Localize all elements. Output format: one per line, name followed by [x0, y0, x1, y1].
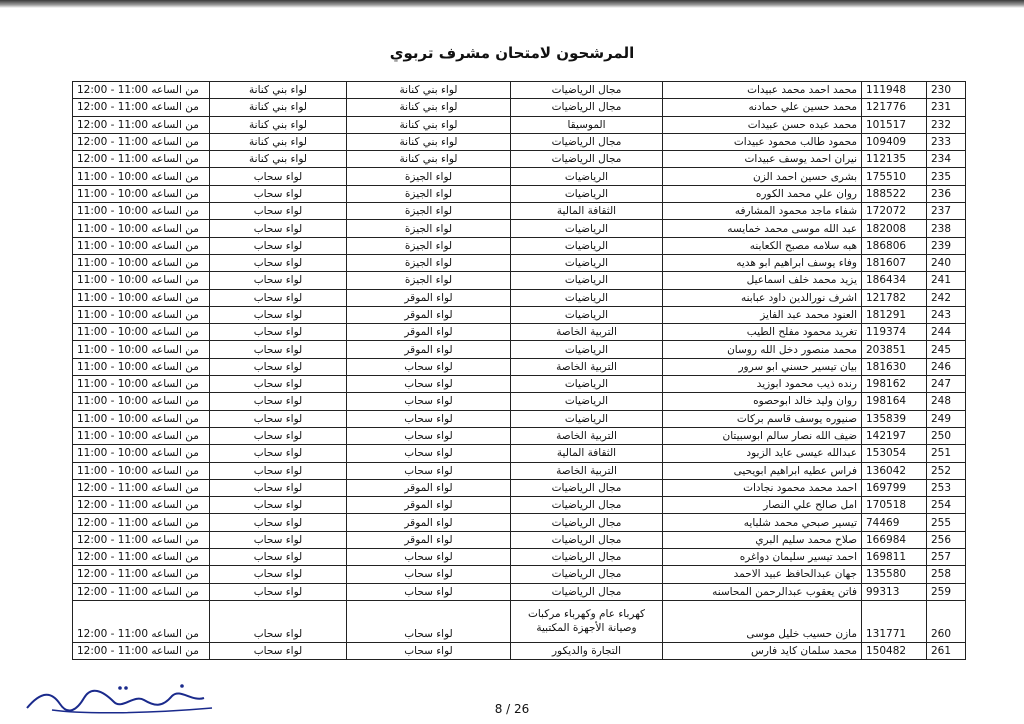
cell-exam-time: من الساعه 10:00 - 11:00 [73, 254, 210, 271]
cell-name: تغريد محمود مفلح الطيب [663, 324, 862, 341]
cell-specialization: الثقافة المالية [511, 203, 663, 220]
cell-specialization: التربية الخاصة [511, 427, 663, 444]
cell-exam-time: من الساعه 11:00 - 12:00 [73, 549, 210, 566]
cell-exam-time: من الساعه 11:00 - 12:00 [73, 600, 210, 642]
cell-directorate: لواء الجيزة [347, 185, 511, 202]
table-row [73, 324, 966, 341]
cell-specialization: مجال الرياضيات [511, 151, 663, 168]
cell-exam-center: لواء سحاب [210, 341, 347, 358]
cell-directorate: لواء سحاب [347, 445, 511, 462]
cell-name: محمد منصور دخل الله روسان [663, 341, 862, 358]
cell-specialization: التجارة والديكور [511, 642, 663, 659]
table-row [73, 185, 966, 202]
cell-exam-time: من الساعه 10:00 - 11:00 [73, 427, 210, 444]
cell-directorate: لواء الموقر [347, 341, 511, 358]
cell-candidate-id: 99313 [862, 583, 927, 600]
cell-specialization: الرياضيات [511, 306, 663, 323]
cell-exam-time: من الساعه 11:00 - 12:00 [73, 99, 210, 116]
cell-exam-center: لواء سحاب [210, 514, 347, 531]
cell-directorate: لواء سحاب [347, 583, 511, 600]
cell-specialization: الثقافة المالية [511, 445, 663, 462]
cell-candidate-id: 181291 [862, 306, 927, 323]
cell-specialization: مجال الرياضيات [511, 549, 663, 566]
cell-number: 230 [927, 82, 966, 99]
table-row [73, 445, 966, 462]
cell-number: 238 [927, 220, 966, 237]
table-row [73, 341, 966, 358]
cell-exam-time: من الساعه 10:00 - 11:00 [73, 376, 210, 393]
cell-candidate-id: 169811 [862, 549, 927, 566]
cell-number: 232 [927, 116, 966, 133]
cell-candidate-id: 135839 [862, 410, 927, 427]
cell-name: تيسير صبحي محمد شلبايه [663, 514, 862, 531]
cell-exam-center: لواء سحاب [210, 358, 347, 375]
table-row [73, 549, 966, 566]
cell-exam-center: لواء سحاب [210, 376, 347, 393]
cell-specialization: مجال الرياضيات [511, 82, 663, 99]
table-row [73, 427, 966, 444]
table-row [73, 254, 966, 271]
cell-number: 260 [927, 600, 966, 642]
cell-specialization: التربية الخاصة [511, 324, 663, 341]
cell-exam-center: لواء بني كنانة [210, 133, 347, 150]
cell-number: 244 [927, 324, 966, 341]
cell-name: صنيوره يوسف قاسم بركات [663, 410, 862, 427]
cell-number: 231 [927, 99, 966, 116]
table-row [73, 306, 966, 323]
cell-candidate-id: 182008 [862, 220, 927, 237]
table-row [73, 376, 966, 393]
cell-number: 236 [927, 185, 966, 202]
cell-directorate: لواء سحاب [347, 358, 511, 375]
cell-directorate: لواء بني كنانة [347, 99, 511, 116]
cell-name: هبه سلامه مصبح الكعابنه [663, 237, 862, 254]
cell-exam-center: لواء سحاب [210, 462, 347, 479]
cell-number: 249 [927, 410, 966, 427]
cell-candidate-id: 175510 [862, 168, 927, 185]
cell-exam-time: من الساعه 10:00 - 11:00 [73, 462, 210, 479]
cell-directorate: لواء الموقر [347, 479, 511, 496]
cell-specialization: الرياضيات [511, 410, 663, 427]
cell-number: 246 [927, 358, 966, 375]
cell-directorate: لواء الجيزة [347, 254, 511, 271]
cell-exam-center: لواء سحاب [210, 254, 347, 271]
cell-exam-center: لواء سحاب [210, 272, 347, 289]
table-row [73, 393, 966, 410]
cell-exam-time: من الساعه 11:00 - 12:00 [73, 514, 210, 531]
cell-exam-center: لواء بني كنانة [210, 99, 347, 116]
cell-exam-time: من الساعه 10:00 - 11:00 [73, 185, 210, 202]
cell-name: محمد احمد محمد عبيدات [663, 82, 862, 99]
cell-exam-center: لواء سحاب [210, 497, 347, 514]
cell-name: جهان عبدالحافظ عبيد الاحمد [663, 566, 862, 583]
cell-exam-time: من الساعه 11:00 - 12:00 [73, 116, 210, 133]
cell-exam-time: من الساعه 10:00 - 11:00 [73, 237, 210, 254]
cell-directorate: لواء الموقر [347, 306, 511, 323]
cell-exam-time: من الساعه 11:00 - 12:00 [73, 566, 210, 583]
cell-number: 237 [927, 203, 966, 220]
cell-directorate: لواء سحاب [347, 549, 511, 566]
cell-directorate: لواء الجيزة [347, 237, 511, 254]
cell-candidate-id: 136042 [862, 462, 927, 479]
cell-specialization: الرياضيات [511, 168, 663, 185]
cell-candidate-id: 186434 [862, 272, 927, 289]
cell-exam-time: من الساعه 10:00 - 11:00 [73, 289, 210, 306]
table-row [73, 220, 966, 237]
cell-directorate: لواء بني كنانة [347, 151, 511, 168]
cell-directorate: لواء سحاب [347, 376, 511, 393]
cell-name: ضيف الله نصار سالم ابوسبيتان [663, 427, 862, 444]
cell-name: محمد حسين علي حمادنه [663, 99, 862, 116]
cell-specialization: مجال الرياضيات [511, 514, 663, 531]
cell-exam-time: من الساعه 10:00 - 11:00 [73, 393, 210, 410]
cell-name: بشرى حسين احمد الزن [663, 168, 862, 185]
cell-candidate-id: 172072 [862, 203, 927, 220]
cell-directorate: لواء بني كنانة [347, 133, 511, 150]
cell-name: فراس عطيه ابراهيم ابويحيى [663, 462, 862, 479]
table-row [73, 82, 966, 99]
page-number: 8 / 26 [494, 702, 530, 716]
cell-candidate-id: 119374 [862, 324, 927, 341]
cell-number: 247 [927, 376, 966, 393]
cell-name: نيران احمد يوسف عبيدات [663, 151, 862, 168]
cell-candidate-id: 198164 [862, 393, 927, 410]
table-row [73, 203, 966, 220]
cell-exam-center: لواء بني كنانة [210, 151, 347, 168]
cell-candidate-id: 203851 [862, 341, 927, 358]
cell-number: 254 [927, 497, 966, 514]
cell-number: 248 [927, 393, 966, 410]
cell-specialization: مجال الرياضيات [511, 583, 663, 600]
table-row [73, 116, 966, 133]
cell-number: 251 [927, 445, 966, 462]
cell-specialization: الرياضيات [511, 185, 663, 202]
cell-exam-center: لواء سحاب [210, 642, 347, 659]
cell-directorate: لواء الموقر [347, 514, 511, 531]
cell-candidate-id: 170518 [862, 497, 927, 514]
cell-directorate: لواء الموقر [347, 497, 511, 514]
cell-exam-center: لواء سحاب [210, 531, 347, 548]
cell-exam-center: لواء سحاب [210, 220, 347, 237]
cell-number: 253 [927, 479, 966, 496]
cell-exam-center: لواء سحاب [210, 583, 347, 600]
cell-specialization: مجال الرياضيات [511, 133, 663, 150]
cell-candidate-id: 153054 [862, 445, 927, 462]
cell-specialization: الرياضيات [511, 341, 663, 358]
table-row [73, 168, 966, 185]
cell-name: احمد تيسير سليمان دواغره [663, 549, 862, 566]
cell-directorate: لواء بني كنانة [347, 116, 511, 133]
cell-name: امل صالح علي النصار [663, 497, 862, 514]
cell-number: 239 [927, 237, 966, 254]
cell-number: 261 [927, 642, 966, 659]
cell-number: 250 [927, 427, 966, 444]
cell-directorate: لواء الجيزة [347, 272, 511, 289]
cell-exam-center: لواء سحاب [210, 168, 347, 185]
cell-exam-time: من الساعه 10:00 - 11:00 [73, 168, 210, 185]
table-row [73, 237, 966, 254]
cell-directorate: لواء بني كنانة [347, 82, 511, 99]
cell-candidate-id: 111948 [862, 82, 927, 99]
cell-directorate: لواء سحاب [347, 393, 511, 410]
table-row [73, 272, 966, 289]
cell-exam-center: لواء سحاب [210, 306, 347, 323]
cell-name: العنود محمد عبد الفايز [663, 306, 862, 323]
cell-directorate: لواء سحاب [347, 600, 511, 642]
cell-exam-center: لواء سحاب [210, 237, 347, 254]
cell-candidate-id: 74469 [862, 514, 927, 531]
cell-exam-center: لواء سحاب [210, 410, 347, 427]
cell-number: 259 [927, 583, 966, 600]
cell-number: 243 [927, 306, 966, 323]
cell-number: 256 [927, 531, 966, 548]
candidates-table [72, 81, 966, 660]
cell-number: 240 [927, 254, 966, 271]
cell-number: 233 [927, 133, 966, 150]
cell-number: 252 [927, 462, 966, 479]
cell-directorate: لواء الموقر [347, 531, 511, 548]
table-row [73, 358, 966, 375]
table-row [73, 642, 966, 659]
table-row [73, 566, 966, 583]
cell-name: عبدالله عيسى عايد الزبود [663, 445, 862, 462]
cell-name: اشرف نورالدين داود عبابنه [663, 289, 862, 306]
cell-candidate-id: 188522 [862, 185, 927, 202]
cell-name: مازن حسيب خليل موسى [663, 600, 862, 642]
cell-exam-center: لواء سحاب [210, 566, 347, 583]
cell-candidate-id: 150482 [862, 642, 927, 659]
cell-candidate-id: 112135 [862, 151, 927, 168]
table-row [73, 99, 966, 116]
cell-number: 257 [927, 549, 966, 566]
cell-exam-time: من الساعه 11:00 - 12:00 [73, 583, 210, 600]
cell-exam-center: لواء سحاب [210, 600, 347, 642]
cell-name: شفاء ماجد محمود المشارفه [663, 203, 862, 220]
cell-exam-time: من الساعه 10:00 - 11:00 [73, 220, 210, 237]
cell-specialization: الرياضيات [511, 220, 663, 237]
cell-number: 234 [927, 151, 966, 168]
cell-exam-time: من الساعه 10:00 - 11:00 [73, 410, 210, 427]
cell-name: يزيد محمد خلف اسماعيل [663, 272, 862, 289]
cell-name: فاتن يعقوب عبدالرحمن المحاسنه [663, 583, 862, 600]
cell-specialization: التربية الخاصة [511, 358, 663, 375]
cell-name: محمد سلمان كايد فارس [663, 642, 862, 659]
cell-specialization: مجال الرياضيات [511, 479, 663, 496]
cell-number: 235 [927, 168, 966, 185]
cell-exam-time: من الساعه 10:00 - 11:00 [73, 306, 210, 323]
cell-number: 258 [927, 566, 966, 583]
cell-exam-time: من الساعه 10:00 - 11:00 [73, 445, 210, 462]
cell-name: رنده ذيب محمود ابوزيد [663, 376, 862, 393]
table-row [73, 151, 966, 168]
cell-name: محمود طالب محمود عبيدات [663, 133, 862, 150]
cell-specialization: مجال الرياضيات [511, 99, 663, 116]
cell-candidate-id: 135580 [862, 566, 927, 583]
table-row [73, 583, 966, 600]
cell-specialization: مجال الرياضيات [511, 531, 663, 548]
cell-specialization: مجال الرياضيات [511, 566, 663, 583]
cell-candidate-id: 109409 [862, 133, 927, 150]
cell-exam-time: من الساعه 10:00 - 11:00 [73, 324, 210, 341]
cell-exam-time: من الساعه 11:00 - 12:00 [73, 531, 210, 548]
cell-candidate-id: 131771 [862, 600, 927, 642]
cell-candidate-id: 166984 [862, 531, 927, 548]
cell-directorate: لواء الموقر [347, 324, 511, 341]
cell-number: 242 [927, 289, 966, 306]
cell-exam-time: من الساعه 11:00 - 12:00 [73, 151, 210, 168]
cell-exam-time: من الساعه 11:00 - 12:00 [73, 133, 210, 150]
table-body [73, 82, 966, 660]
cell-exam-center: لواء سحاب [210, 479, 347, 496]
cell-exam-time: من الساعه 11:00 - 12:00 [73, 642, 210, 659]
cell-name: صلاح محمد سليم البري [663, 531, 862, 548]
cell-exam-time: من الساعه 10:00 - 11:00 [73, 272, 210, 289]
cell-exam-center: لواء سحاب [210, 203, 347, 220]
cell-candidate-id: 181630 [862, 358, 927, 375]
cell-directorate: لواء الجيزة [347, 203, 511, 220]
cell-exam-center: لواء سحاب [210, 445, 347, 462]
table-row [73, 479, 966, 496]
scan-edge [0, 0, 1024, 8]
cell-exam-time: من الساعه 11:00 - 12:00 [73, 497, 210, 514]
cell-exam-time: من الساعه 10:00 - 11:00 [73, 341, 210, 358]
cell-directorate: لواء الجيزة [347, 168, 511, 185]
cell-directorate: لواء سحاب [347, 427, 511, 444]
cell-name: بيان تيسير حسني ابو سرور [663, 358, 862, 375]
cell-exam-center: لواء سحاب [210, 289, 347, 306]
table-row [73, 289, 966, 306]
cell-specialization: مجال الرياضيات [511, 497, 663, 514]
cell-exam-center: لواء سحاب [210, 427, 347, 444]
cell-candidate-id: 181607 [862, 254, 927, 271]
table-row [73, 497, 966, 514]
cell-candidate-id: 169799 [862, 479, 927, 496]
cell-name: عبد الله موسى محمد خمايسه [663, 220, 862, 237]
cell-directorate: لواء سحاب [347, 642, 511, 659]
cell-specialization: التربية الخاصة [511, 462, 663, 479]
cell-name: وفاء يوسف ابراهيم ابو هديه [663, 254, 862, 271]
cell-exam-time: من الساعه 11:00 - 12:00 [73, 82, 210, 99]
table-row [73, 462, 966, 479]
cell-candidate-id: 142197 [862, 427, 927, 444]
cell-number: 245 [927, 341, 966, 358]
cell-directorate: لواء الجيزة [347, 220, 511, 237]
cell-candidate-id: 198162 [862, 376, 927, 393]
cell-specialization: كهرباء عام وكهرباء مركبات وصيانة الأجهزة المكتبية [511, 600, 663, 642]
cell-name: روان وليد خالد ابوحصوه [663, 393, 862, 410]
cell-specialization: الرياضيات [511, 272, 663, 289]
cell-candidate-id: 121782 [862, 289, 927, 306]
cell-candidate-id: 121776 [862, 99, 927, 116]
cell-exam-center: لواء سحاب [210, 393, 347, 410]
cell-exam-center: لواء بني كنانة [210, 116, 347, 133]
cell-directorate: لواء سحاب [347, 566, 511, 583]
cell-directorate: لواء الموقر [347, 289, 511, 306]
cell-specialization: الرياضيات [511, 237, 663, 254]
cell-directorate: لواء سحاب [347, 462, 511, 479]
cell-exam-time: من الساعه 10:00 - 11:00 [73, 358, 210, 375]
cell-name: محمد عبده حسن عبيدات [663, 116, 862, 133]
cell-specialization: الموسيقا [511, 116, 663, 133]
cell-exam-center: لواء سحاب [210, 549, 347, 566]
cell-directorate: لواء سحاب [347, 410, 511, 427]
cell-exam-center: لواء بني كنانة [210, 82, 347, 99]
cell-exam-center: لواء سحاب [210, 185, 347, 202]
cell-candidate-id: 101517 [862, 116, 927, 133]
cell-number: 241 [927, 272, 966, 289]
page-title: المرشحون لامتحان مشرف تربوي [389, 44, 635, 62]
cell-name: روان علي محمد الكوره [663, 185, 862, 202]
cell-number: 255 [927, 514, 966, 531]
table-row [73, 410, 966, 427]
table-row [73, 600, 966, 642]
table-row [73, 133, 966, 150]
cell-exam-time: من الساعه 10:00 - 11:00 [73, 203, 210, 220]
cell-exam-center: لواء سحاب [210, 324, 347, 341]
cell-name: احمد محمد محمود نجادات [663, 479, 862, 496]
table-row [73, 514, 966, 531]
cell-candidate-id: 186806 [862, 237, 927, 254]
cell-specialization: الرياضيات [511, 376, 663, 393]
cell-specialization: الرياضيات [511, 254, 663, 271]
cell-exam-time: من الساعه 11:00 - 12:00 [73, 479, 210, 496]
table-row [73, 531, 966, 548]
cell-specialization: الرياضيات [511, 289, 663, 306]
cell-specialization: الرياضيات [511, 393, 663, 410]
